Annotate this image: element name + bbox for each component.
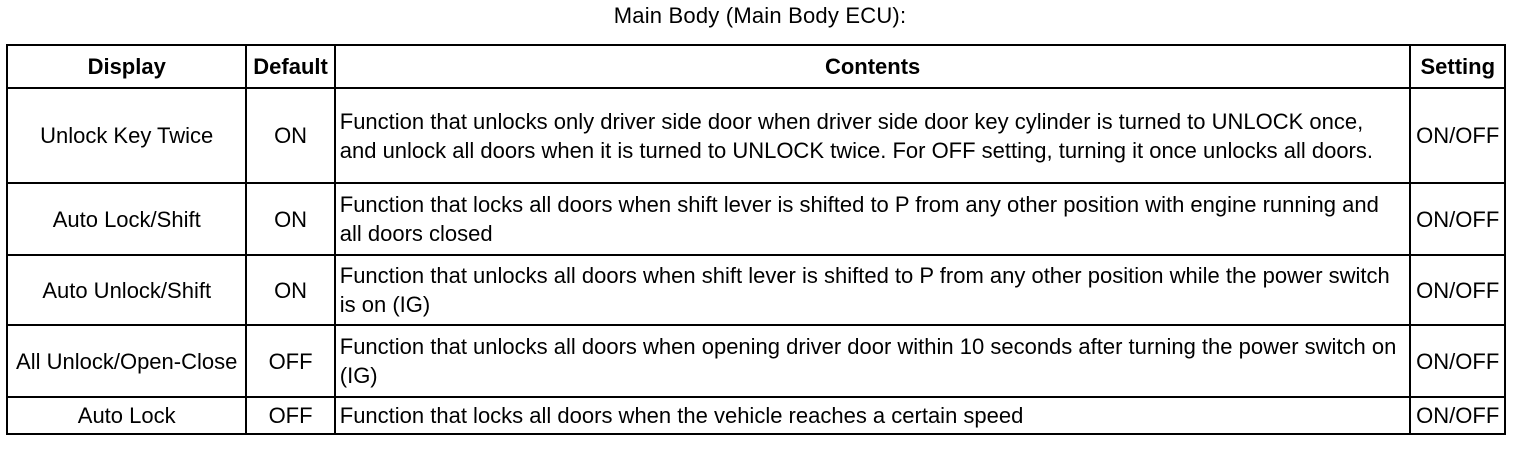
cell-setting: ON/OFF [1410,183,1505,255]
table-body [7,88,1505,434]
cell-contents: Function that unlocks all doors when opening driver door within 10 seconds after turning the power switch on (IG) [335,325,1411,397]
header-contents: Contents [335,45,1411,88]
cell-display: Unlock Key Twice [7,88,246,183]
header-default: Default [246,45,334,88]
header-row [7,45,1505,88]
cell-contents: Function that unlocks all doors when shift lever is shifted to P from any other position while the power switch is on (IG) [335,255,1411,325]
table-row [7,325,1505,397]
header-display: Display [7,45,246,88]
cell-setting: ON/OFF [1410,88,1505,183]
cell-display: All Unlock/Open-Close [7,325,246,397]
cell-default: OFF [246,397,334,434]
cell-setting: ON/OFF [1410,325,1505,397]
table-row [7,255,1505,325]
cell-default: ON [246,255,334,325]
cell-display: Auto Unlock/Shift [7,255,246,325]
table-caption: Main Body (Main Body ECU): [613,3,907,28]
table-row [7,397,1505,434]
cell-default: ON [246,88,334,183]
customize-settings-table [6,44,1506,435]
cell-display: Auto Lock [7,397,246,434]
cell-contents: Function that unlocks only driver side door when driver side door key cylinder is turned to UNLOCK once, and unlock all doors when it is turned to UNLOCK twice. For OFF setting, turning it once unlocks all doors. [335,88,1411,183]
header-setting: Setting [1410,45,1505,88]
cell-display: Auto Lock/Shift [7,183,246,255]
cell-contents: Function that locks all doors when the vehicle reaches a certain speed [335,397,1411,434]
cell-setting: ON/OFF [1410,397,1505,434]
cell-setting: ON/OFF [1410,255,1505,325]
table-row [7,88,1505,183]
cell-contents: Function that locks all doors when shift lever is shifted to P from any other position with engine running and all doors closed [335,183,1411,255]
cell-default: ON [246,183,334,255]
table-row [7,183,1505,255]
cell-default: OFF [246,325,334,397]
table-header [7,45,1505,88]
